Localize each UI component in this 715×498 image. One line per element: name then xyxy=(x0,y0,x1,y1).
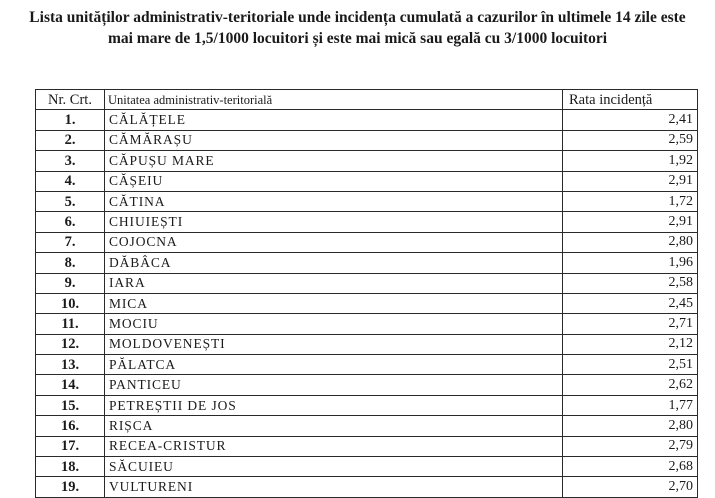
row-nr-cell: 4. xyxy=(36,171,105,191)
row-nr-cell: 5. xyxy=(36,191,105,211)
header-incidence-rate: Rata incidență xyxy=(563,90,698,110)
row-unit-name-cell: RECEA-CRISTUR xyxy=(105,436,563,456)
row-nr-cell: 18. xyxy=(36,457,105,477)
row-unit-name-cell: VULTURENI xyxy=(105,477,563,497)
row-unit-name-cell: CHIUIEȘTI xyxy=(105,212,563,232)
row-unit-name-cell: MICA xyxy=(105,293,563,313)
title-line-2: mai mare de 1,5/1000 locuitori și este mai mică sau egală cu 3/1000 locuitori xyxy=(107,30,608,47)
table-row xyxy=(36,130,698,150)
table-body xyxy=(36,110,698,497)
table-row xyxy=(36,477,698,497)
row-nr-cell: 7. xyxy=(36,232,105,252)
document-title xyxy=(0,7,715,49)
table-row xyxy=(36,395,698,415)
table-row xyxy=(36,151,698,171)
row-nr-cell: 12. xyxy=(36,334,105,354)
row-nr-cell: 14. xyxy=(36,375,105,395)
table-row xyxy=(36,171,698,191)
row-unit-name-cell: CĂMĂRAȘU xyxy=(105,130,563,150)
row-rate-cell: 2,80 xyxy=(563,232,698,252)
row-rate-cell: 2,59 xyxy=(563,130,698,150)
row-unit-name-cell: IARA xyxy=(105,273,563,293)
row-unit-name-cell: CĂLĂȚELE xyxy=(105,110,563,130)
row-unit-name-cell: SĂCUIEU xyxy=(105,457,563,477)
row-nr-cell: 2. xyxy=(36,130,105,150)
table-row xyxy=(36,314,698,334)
row-rate-cell: 2,45 xyxy=(563,293,698,313)
table-row xyxy=(36,416,698,436)
row-nr-cell: 11. xyxy=(36,314,105,334)
table-row xyxy=(36,375,698,395)
row-unit-name-cell: CĂPUȘU MARE xyxy=(105,151,563,171)
row-unit-name-cell: RIȘCA xyxy=(105,416,563,436)
row-rate-cell: 2,71 xyxy=(563,314,698,334)
incidence-table xyxy=(35,89,698,498)
row-nr-cell: 10. xyxy=(36,293,105,313)
row-nr-cell: 16. xyxy=(36,416,105,436)
table-row xyxy=(36,191,698,211)
row-rate-cell: 1,77 xyxy=(563,395,698,415)
row-rate-cell: 2,12 xyxy=(563,334,698,354)
row-nr-cell: 1. xyxy=(36,110,105,130)
table-row xyxy=(36,334,698,354)
row-rate-cell: 2,58 xyxy=(563,273,698,293)
row-unit-name-cell: MOLDOVENEȘTI xyxy=(105,334,563,354)
row-nr-cell: 8. xyxy=(36,253,105,273)
table-row xyxy=(36,355,698,375)
table-row xyxy=(36,232,698,252)
row-unit-name-cell: DĂBÂCA xyxy=(105,253,563,273)
row-nr-cell: 9. xyxy=(36,273,105,293)
row-unit-name-cell: PĂLATCA xyxy=(105,355,563,375)
table-row xyxy=(36,457,698,477)
table-row xyxy=(36,253,698,273)
row-nr-cell: 17. xyxy=(36,436,105,456)
row-rate-cell: 1,92 xyxy=(563,151,698,171)
table-row xyxy=(36,436,698,456)
row-unit-name-cell: CĂȘEIU xyxy=(105,171,563,191)
header-nr-crt: Nr. Crt. xyxy=(36,90,105,110)
table-row xyxy=(36,110,698,130)
row-rate-cell: 2,70 xyxy=(563,477,698,497)
row-unit-name-cell: COJOCNA xyxy=(105,232,563,252)
row-nr-cell: 6. xyxy=(36,212,105,232)
row-rate-cell: 2,91 xyxy=(563,171,698,191)
row-unit-name-cell: PANTICEU xyxy=(105,375,563,395)
row-unit-name-cell: CĂTINA xyxy=(105,191,563,211)
row-rate-cell: 2,79 xyxy=(563,436,698,456)
title-line-1: Lista unităților administrativ-teritoriale unde incidența cumulată a cazurilor în ultimele 14 zile este xyxy=(29,9,686,26)
row-unit-name-cell: PETREȘTII DE JOS xyxy=(105,395,563,415)
row-rate-cell: 2,91 xyxy=(563,212,698,232)
row-unit-name-cell: MOCIU xyxy=(105,314,563,334)
row-rate-cell: 1,96 xyxy=(563,253,698,273)
table-row xyxy=(36,273,698,293)
row-rate-cell: 2,62 xyxy=(563,375,698,395)
row-nr-cell: 13. xyxy=(36,355,105,375)
row-nr-cell: 19. xyxy=(36,477,105,497)
row-nr-cell: 15. xyxy=(36,395,105,415)
table-row xyxy=(36,293,698,313)
row-rate-cell: 2,51 xyxy=(563,355,698,375)
row-nr-cell: 3. xyxy=(36,151,105,171)
table-header-row xyxy=(36,90,698,110)
row-rate-cell: 1,72 xyxy=(563,191,698,211)
table-row xyxy=(36,212,698,232)
row-rate-cell: 2,41 xyxy=(563,110,698,130)
row-rate-cell: 2,68 xyxy=(563,457,698,477)
header-unit-name: Unitatea administrativ-teritorială xyxy=(105,90,563,110)
row-rate-cell: 2,80 xyxy=(563,416,698,436)
